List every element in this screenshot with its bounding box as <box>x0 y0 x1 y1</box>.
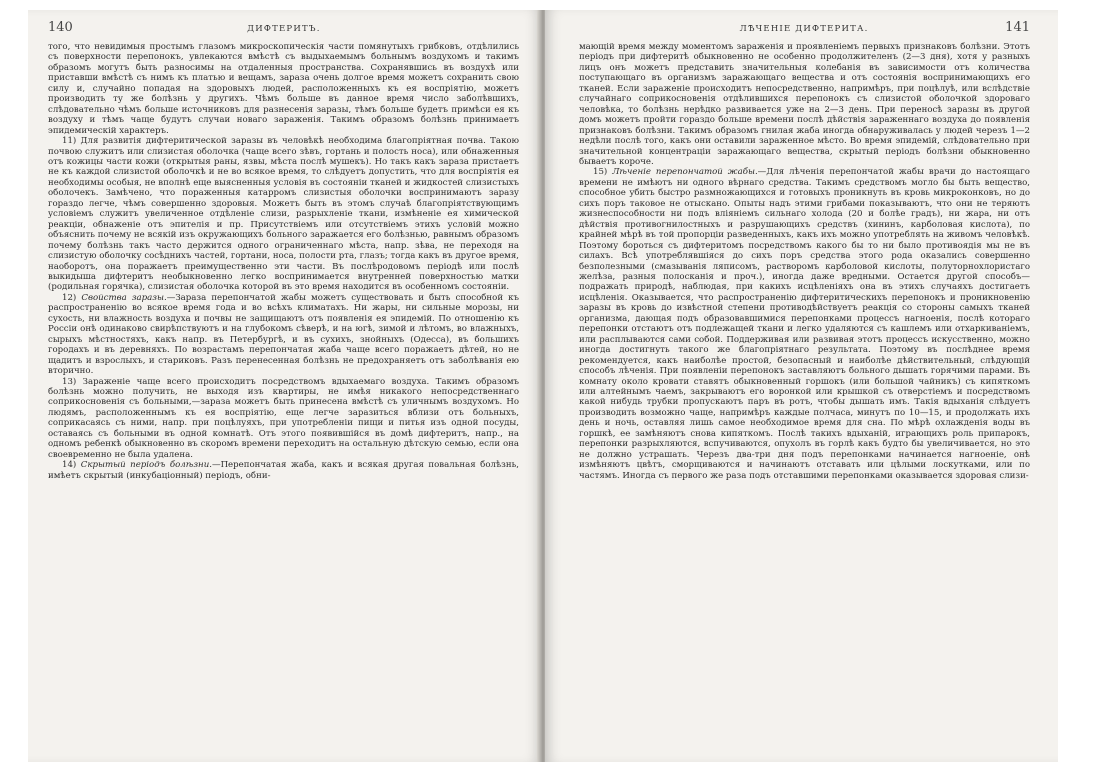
paragraph: того, что невидимыя простымъ глазомъ микроскопическія части помянутыхъ грибковъ, отдѣлились съ поверхности перепонокъ, увлекаются вмѣстѣ съ выдыхаемымъ больнымъ воздухомъ и такимъ образомъ могутъ быть разносимы на отдаленныя пространства. Сохранявшись въ воздухѣ или приставши вмѣстѣ съ нимъ къ платью и вещамъ, зараза очень долгое время можетъ сохранить свою силу и, случайно попадая на здоровыхъ людей, расположенныхъ къ ея воспріятію, можетъ производить ту же болѣзнь у другихъ. Чѣмъ больше въ данное время число заболѣвшихъ, слѣдовательно чѣмъ больше источниковъ для разнесенія заразы, тѣмъ больше будетъ примѣси ея къ воздуху и тѣмъ чаще будутъ случаи новаго зараженія. Такимъ образомъ болѣзнь принимаетъ эпидемическій характеръ. <box>48 42 519 136</box>
book-spread <box>28 10 1058 770</box>
running-head-title-left: ДИФТЕРИТЪ. <box>247 24 321 34</box>
running-header-left <box>48 20 519 36</box>
paragraph-13: 13) Зараженіе чаще всего происходитъ посредствомъ вдыхаемаго воздуха. Такимъ образомъ болѣзнь можно получить, не выходя изъ квартиры, не имѣя никакого непосредственнаго соприкосновенія съ больными,—зараза можетъ быть принесена вмѣстѣ съ уличнымъ воздухомъ. Но людямъ, расположеннымъ къ ея воспріятію, еще легче заразиться вблизи отъ больныхъ, соприкасаясь съ ними, напр. при поцѣлуяхъ, при употребленіи пищи и питья изъ одной посуды, оставаясь съ больными въ одной комнатѣ. Отъ этого появившійся въ домѣ дифтеритъ, напр., на одномъ ребенкѣ обыкновенно въ скоромъ времени переходитъ на остальную дѣтскую семью, если она своевременно не была удалена. <box>48 376 519 460</box>
page-number-right: 141 <box>1005 20 1030 35</box>
left-page-body <box>48 42 519 481</box>
running-head-title-right: ЛѢЧЕНІЕ ДИФТЕРИТА. <box>739 24 869 34</box>
section-title: Лѣченіе перепончатой жабы. <box>612 167 758 178</box>
section-title: Свойства заразы. <box>81 292 167 303</box>
right-page <box>545 10 1058 762</box>
paragraph-15: 15) Лѣченіе перепончатой жабы.—Для лѣченія перепончатой жабы врачи до настоящаго времени не имѣютъ ни одного вѣрнаго средства. Такимъ средствомъ могло бы быть вещество, способное убить быстро размножающихся и готовыхъ проникнуть въ кровь микроконковъ, но до сихъ поръ таковое не отыскано. Опыты надъ этими грибами показываютъ, что они не теряютъ жизнеспособности ни подъ вліяніемъ сильнаго холода (20 и болѣе градъ), ни жара, ни отъ дѣйствія противогнилостныхъ и разрушающихъ средствъ (хининъ, карболовая кислота), по крайней мѣрѣ въ той пропорціи разведенныхъ, какъ ихъ можно употреблять на живомъ человѣкѣ. Поэтому бороться съ дифтеритомъ посредствомъ какого бы то ни было противоядія мы не въ силахъ. Всѣ употреблявшіяся до сихъ поръ средства этого рода оказались совершенно безполезными (смазыванія ляписомъ, растворомъ карболовой кислоты, полуторнохлористаго желѣза, разныя полосканія и проч.), иногда даже вредными. Остается другой способъ—подражать природѣ, наблюдая, при какихъ исцѣленіяхъ она въ этихъ случаяхъ достигаетъ исцѣленія. Оказывается, что распространенію дифтеритическихъ перепонокъ и проникновенію заразы въ кровь до извѣстной степени противодѣйствуетъ реакція со стороны самыхъ тканей организма, дающая подъ образовавшимися перепонками процессъ нагноенія, послѣ котораго перепонки отстаютъ отъ подлежащей ткани и легко удаляются съ кашлемъ или отхаркиваніемъ, или расплываются сами собой. Поддерживая или развивая этотъ процессъ искусственно, можно иногда достигнуть такого же благопріятнаго результата. Поэтому въ послѣднее время рекомендуется, какъ наиболѣе простой, безопасный и наиболѣе дѣйствительный, слѣдующій способъ лѣченія. При появленіи перепонокъ заставляютъ больного дышать горячими парами. Въ комнату около кровати ставятъ обыкновенный горшокъ (или большой чайникъ) съ кипяткомъ или алтейнымъ чаемъ, закрываютъ его воронкой или крышкой съ отверстіемъ и посредствомъ какой нибудь трубки пропускаютъ паръ въ ротъ, чтобы дышать имъ. Такія вдыханія слѣдуетъ производить возможно чаще, напримѣръ каждые полчаса, минутъ по 10—15, и продолжать ихъ день и ночь, оставляя лишь самое необходимое время для сна. По мѣрѣ охлажденія воды въ горшкѣ, ее замѣняютъ снова кипяткомъ. Послѣ такихъ вдыханій, играющихъ роль припарокъ, перепонки разрыхляются, вспучиваются, опухолъ въ горлѣ какъ будто бы увеличивается, но это не должно устрашать. Черезъ два-три дня подъ перепонками начинается нагноеніе, онѣ измѣняютъ цвѣтъ, сморщиваются и начинаютъ отставать или цѣлыми лоскутками, или по частямъ. Иногда съ первого же раза подъ отставшими перепонками оказывается здоровая слизи- <box>579 167 1030 481</box>
running-header-right <box>579 20 1030 36</box>
left-page <box>28 10 541 762</box>
paragraph: мающій время между моментомъ зараженія и проявленіемъ первыхъ признаковъ болѣзни. Этотъ періодъ при дифтеритѣ обыкновенно не особенно продолжителенъ (2—3 дня), хотя у разныхъ лицъ онъ можетъ представить значительныя колебанія въ зависимости отъ количества поступающаго въ организмъ заражающаго вещества и отъ состоянія воспринимающихъ его тканей. Если зараженіе происходитъ непосредственно, напримѣръ, при поцѣлуѣ, или вслѣдствіе случайнаго соприкосновенія отдѣлившихся перепонокъ съ слизистой оболочкой здороваго человѣка, то болѣзнь нерѣдко развивается уже на 2—3 день. При переносѣ заразы въ другой домъ можетъ пройти гораздо больше времени послѣ дѣйствія зараженнаго воздуха до появленія признаковъ болѣзни. Такимъ образомъ гнилая жаба иногда обнаруживалась у людей черезъ 1—2 недѣли послѣ того, какъ они оставили зараженное мѣсто. Во время эпидемій, слѣдовательно при значительной концентраціи заражающаго вещества, скрытый періодъ болѣзни обыкновенно бываетъ короче. <box>579 42 1030 167</box>
page-number-left: 140 <box>48 20 73 35</box>
paragraph-11: 11) Для развитія дифтеритической заразы въ человѣкѣ необходима благопріятная почва. Такою почвою служитъ или слизистая оболочка (чаще всего зѣвъ, гортань и полость носа), или обнаженныя отъ кожицы части кожи (открытыя раны, язвы, мѣста послѣ мушекъ). Но такъ какъ зараза пристаетъ не къ каждой слизистой оболочкѣ и не во всякое время, то слѣдуетъ допустить, что для воспріятія ея необходимы особыя, не вполнѣ еще выясненныя условія въ состояніи тканей и жидкостей слизистыхъ оболочекъ. Замѣчено, что пораженныя катарромъ слизистыя оболочки воспринимаютъ заразу гораздо легче, чѣмъ совершенно здоровыя. Можетъ быть въ этомъ случаѣ благопріятствующимъ условіемъ служитъ увеличенное отдѣленіе слизи, разрыхленіе ткани, измѣненіе ея химической реакціи, обнаженіе отъ эпителія и пр. Присутствіемъ или отсутствіемъ этихъ условій можно объяснить почему не всякій изъ окружающихъ больного заражается его болѣзнью, равнымъ образомъ почему болѣзнь такъ часто держится одного ограниченнаго мѣста, напр. зѣва, не переходя на слизистую оболочку сосѣднихъ частей, гортани, носа, полости рта, глазъ; тогда какъ въ другое время, наоборотъ, она поражаетъ преимущественно эти части. Въ послѣродовомъ періодѣ или послѣ выкидыша дифтеритъ необыкновенно легко воспринимается внутренней поверхностью матки (родильная горячка), слизистая оболочка которой въ это время находится въ особенномъ состояніи. <box>48 136 519 293</box>
paragraph-14: 14) Скрытый періодъ болѣзни.—Перепончатая жаба, какъ и всякая другая повальная болѣзнь, имѣетъ скрытый (инкубаціонный) періодъ, обни- <box>48 460 519 481</box>
right-page-body <box>579 42 1030 481</box>
paragraph-12: 12) Свойства заразы.—Зараза перепончатой жабы можетъ существовать и быть способной къ распространенію во всякое время года и во всѣхъ климатахъ. Ни жары, ни сильные морозы, ни сухость, ни влажность воздуха и почвы не защищаютъ отъ появленія ея эпидемій. По отношенію къ Россіи онѣ одинаково свирѣпствуютъ и на глубокомъ сѣверѣ, и на югѣ, зимой и лѣтомъ, во влажныхъ, сырыхъ мѣстностяхъ, какъ напр. въ Петербургѣ, и въ сухихъ, знойныхъ (Одесса), въ большихъ городахъ и въ деревняхъ. По возрастамъ перепончатая жаба чаще всего поражаетъ дѣтей, но не щадитъ и взрослыхъ, и стариковъ. Разъ перенесенная болѣзнь не предохраняетъ отъ заболѣванія ею вторично. <box>48 292 519 377</box>
section-title: Скрытый періодъ болѣзни. <box>80 460 212 471</box>
